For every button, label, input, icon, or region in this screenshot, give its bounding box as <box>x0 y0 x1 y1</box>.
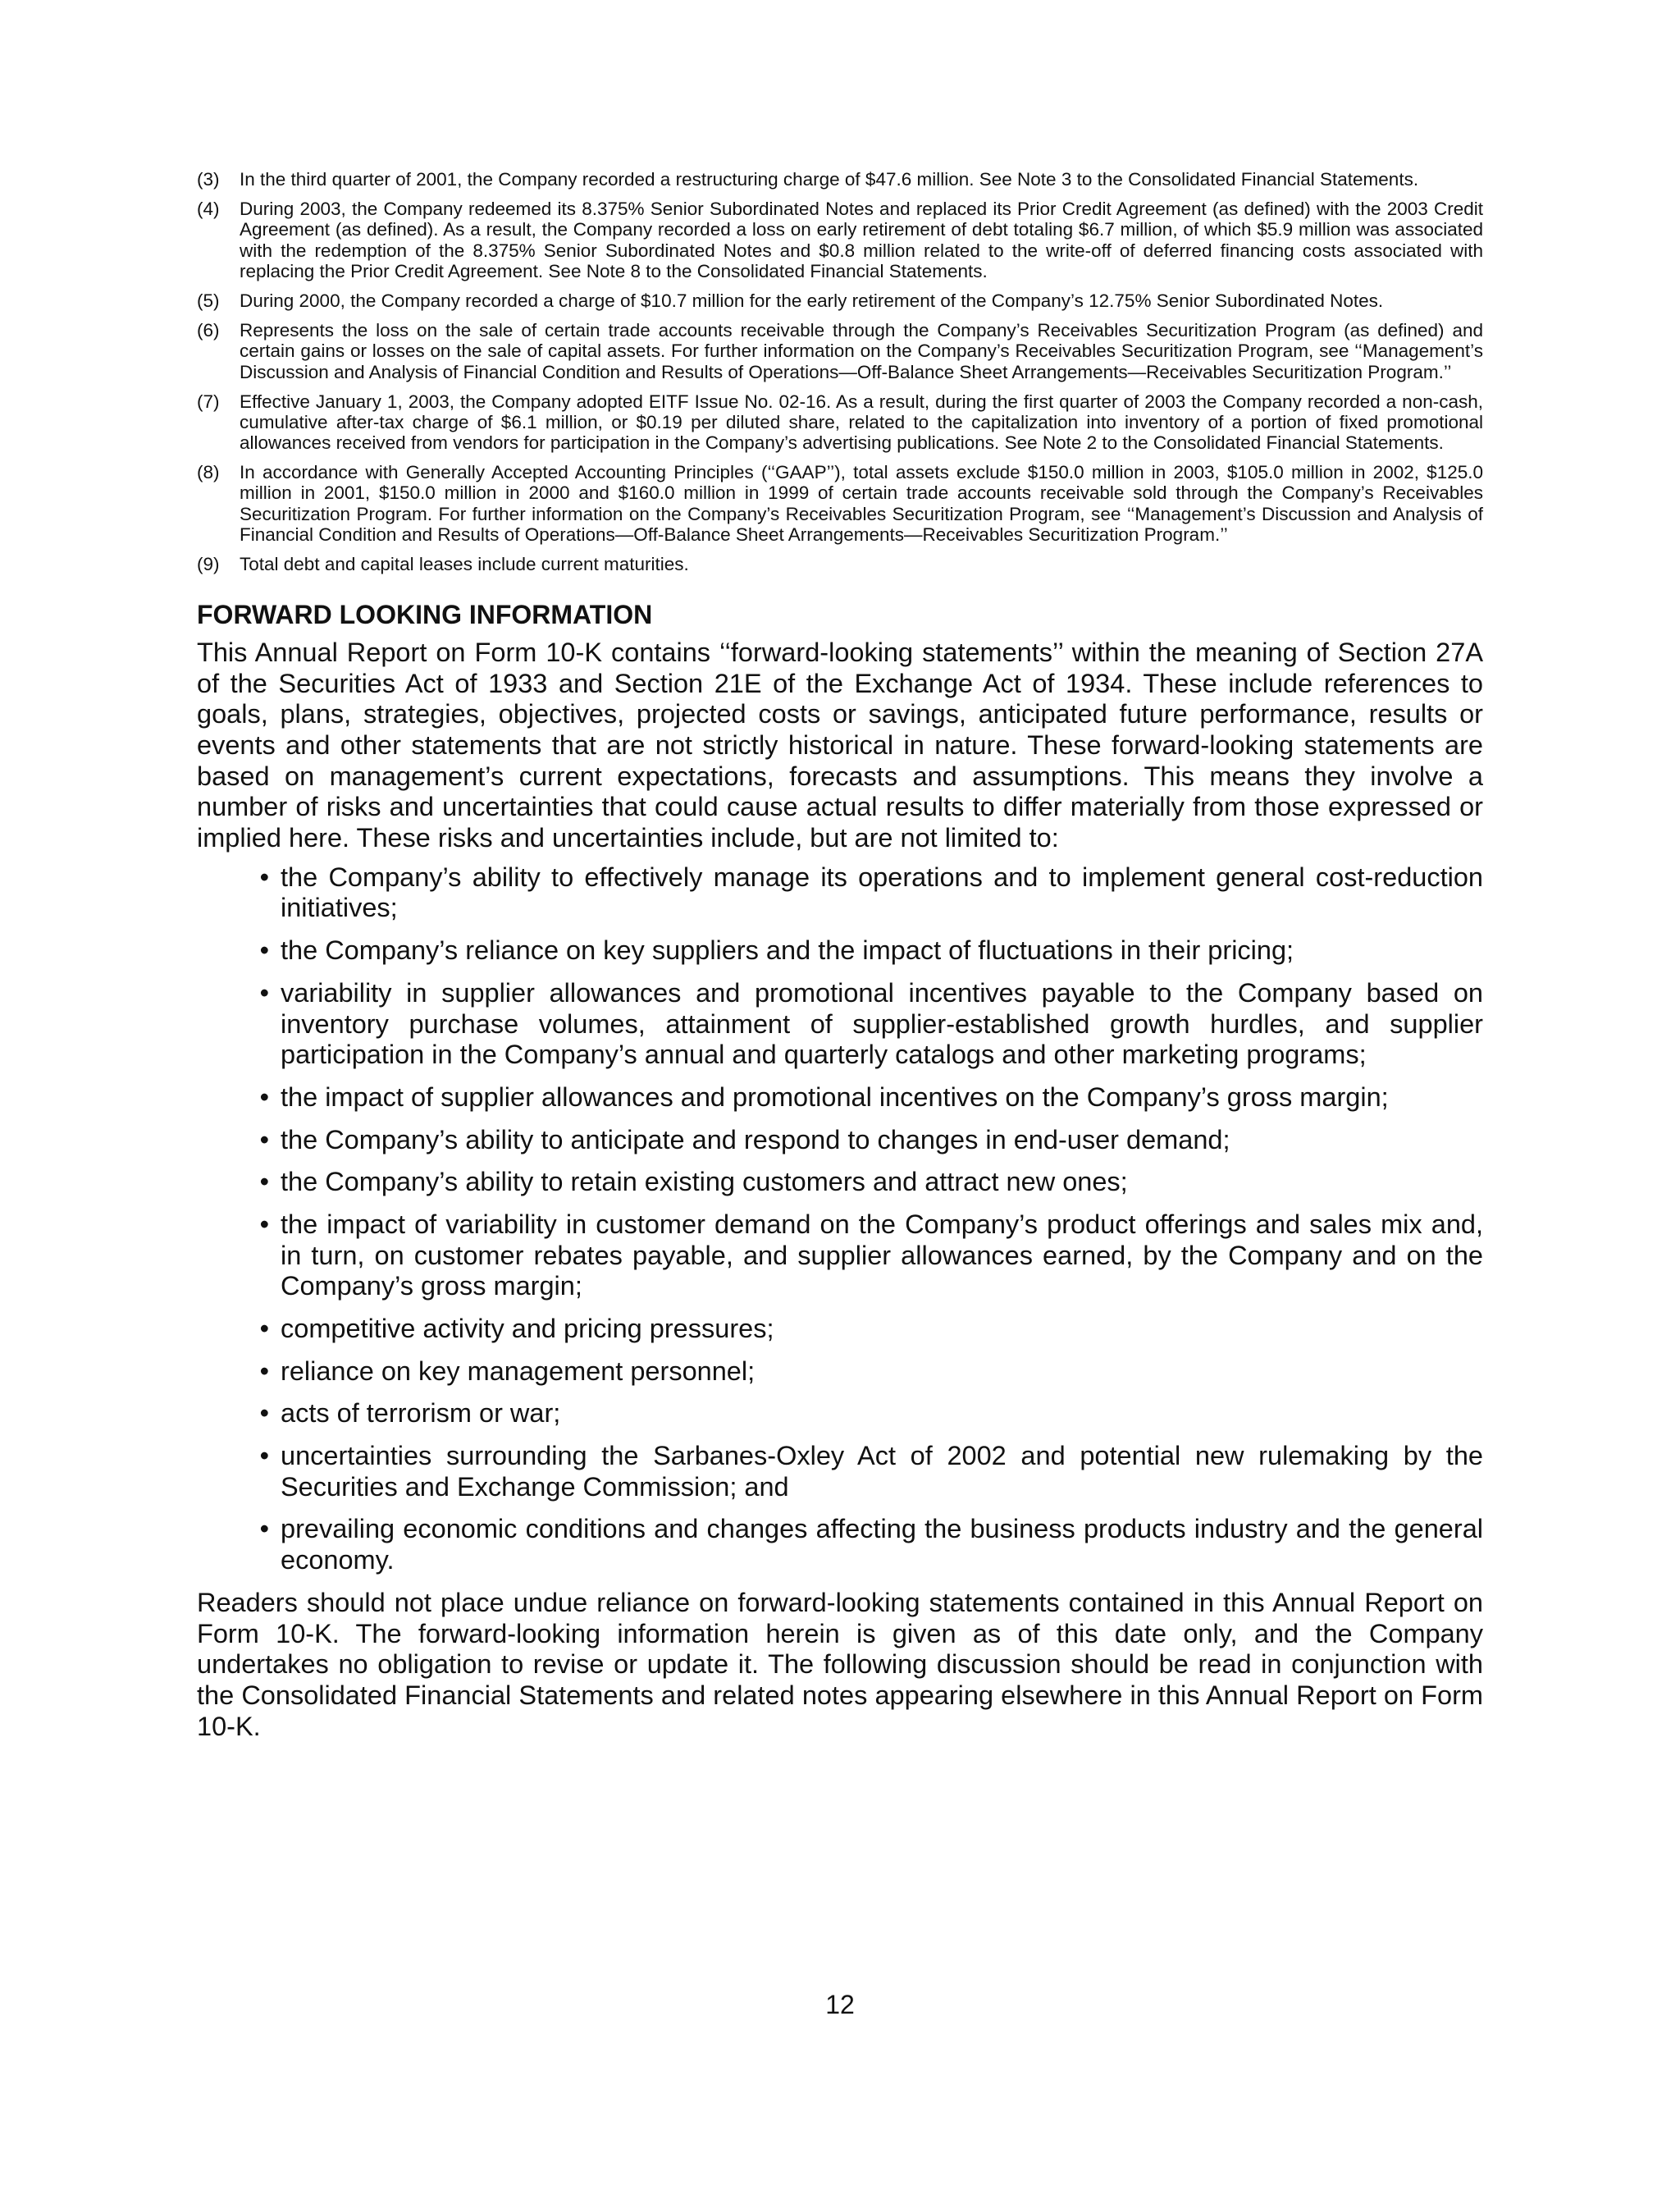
bullet-icon: • <box>259 1514 269 1544</box>
footnote-text: Represents the loss on the sale of certain trade accounts receivable through the Company’s Receivables Securitization Program (as defined) and certain gains or losses on the sale of capital assets. For further information on the Company’s Receivables Securitization Program, see ‘‘Management’s Discussion and Analysis of Financial Condition and Results of Operations—Off-Balance Sheet Arrangements—Receivables Securitization Program.’’ <box>240 320 1483 382</box>
footnote <box>197 199 1483 281</box>
list-item-text: acts of terrorism or war; <box>281 1398 561 1429</box>
list-item <box>197 1125 1483 1156</box>
footnote <box>197 320 1483 382</box>
list-item-text: the Company’s ability to retain existing customers and attract new ones; <box>281 1167 1128 1197</box>
list-item <box>197 1314 1483 1345</box>
bullet-icon: • <box>259 1124 269 1154</box>
bullet-icon: • <box>259 1167 269 1197</box>
footnotes-list <box>197 169 1483 574</box>
document-page <box>197 169 1483 1742</box>
footnote-marker: (9) <box>197 554 220 574</box>
bullet-icon: • <box>259 1081 269 1112</box>
list-item <box>197 978 1483 1071</box>
list-item-text: the Company’s reliance on key suppliers and the impact of fluctuations in their pricing; <box>281 935 1294 966</box>
list-item <box>197 1209 1483 1302</box>
closing-paragraph: Readers should not place undue reliance on forward-looking statements contained in this Annual Report on Form 10-K. The forward-looking information herein is given as of this date only, and the Company undertakes no obligation to revise or update it. The following discussion should be read in conjunction with the Consolidated Financial Statements and related notes appearing elsewhere in this Annual Report on Form 10-K. <box>197 1587 1483 1741</box>
list-item-text: the impact of supplier allowances and promotional incentives on the Company’s gross margin; <box>281 1081 1389 1112</box>
intro-paragraph: This Annual Report on Form 10-K contains ‘‘forward-looking statements’’ within the meaning of Section 27A of the Securities Act of 1933 and Section 21E of the Exchange Act of 1934. These include references to goals, plans, strategies, objectives, projected costs or savings, anticipated future performance, results or events and other statements that are not strictly historical in nature. These forward-looking statements are based on management’s current expectations, forecasts and assumptions. This means they involve a number of risks and uncertainties that could cause actual results to differ materially from those expressed or implied here. These risks and uncertainties include, but are not limited to: <box>197 637 1483 853</box>
footnote <box>197 462 1483 545</box>
list-item-text: uncertainties surrounding the Sarbanes-Oxley Act of 2002 and potential new rulemaking by the Securities and Exchange Commission; and <box>281 1441 1483 1502</box>
list-item <box>197 1082 1483 1113</box>
footnote-marker: (8) <box>197 462 220 483</box>
bullet-icon: • <box>259 1356 269 1386</box>
section-heading: FORWARD LOOKING INFORMATION <box>197 600 653 630</box>
footnote-text: During 2000, the Company recorded a charge of $10.7 million for the early retirement of the Company’s 12.75% Senior Subordinated Notes. <box>240 290 1384 311</box>
list-item <box>197 1441 1483 1502</box>
footnote <box>197 290 1483 311</box>
footnote-text: Effective January 1, 2003, the Company adopted EITF Issue No. 02-16. As a result, during the first quarter of 2003 the Company recorded a non-cash, cumulative after-tax charge of $6.1 million, or $0.19 per diluted share, related to the capitalization into inventory of a portion of fixed promotional allowances received from vendors for participation in the Company’s advertising publications. See Note 2 to the Consolidated Financial Statements. <box>240 391 1483 454</box>
list-item-text: competitive activity and pricing pressures; <box>281 1314 774 1344</box>
list-item-text: the impact of variability in customer demand on the Company’s product offerings and sales mix and, in turn, on customer rebates payable, and supplier allowances earned, by the Company and on the Company’s gross margin; <box>281 1209 1483 1301</box>
bullet-icon: • <box>259 862 269 892</box>
list-item <box>197 935 1483 967</box>
footnote-text: During 2003, the Company redeemed its 8.375% Senior Subordinated Notes and replaced its Prior Credit Agreement (as defined) with the 2003 Credit Agreement (as defined). As a result, the Company recorded a loss on early retirement of debt totaling $6.7 million, of which $5.9 million was associated with the redemption of the 8.375% Senior Subordinated Notes and $0.8 million related to the write-off of deferred financing costs associated with replacing the Prior Credit Agreement. See Note 8 to the Consolidated Financial Statements. <box>240 199 1483 281</box>
list-item-text: reliance on key management personnel; <box>281 1356 756 1386</box>
list-item <box>197 862 1483 924</box>
bullet-icon: • <box>259 1209 269 1239</box>
footnote-marker: (4) <box>197 199 220 220</box>
list-item-text: the Company’s ability to anticipate and respond to changes in end-user demand; <box>281 1124 1230 1154</box>
page-number: 12 <box>825 1990 855 2019</box>
footnote-marker: (7) <box>197 391 220 412</box>
list-item <box>197 1514 1483 1575</box>
bullet-icon: • <box>259 977 269 1008</box>
footnote-marker: (3) <box>197 169 220 190</box>
footnote <box>197 169 1483 190</box>
footnote-marker: (5) <box>197 290 220 311</box>
footnote-marker: (6) <box>197 320 220 341</box>
footnote <box>197 554 1483 574</box>
bullet-icon: • <box>259 1398 269 1429</box>
footnote-text: Total debt and capital leases include current maturities. <box>240 554 689 574</box>
list-item-text: variability in supplier allowances and promotional incentives payable to the Company based on inventory purchase volumes, attainment of supplier-established growth hurdles, and supplier participation in the Company’s annual and quarterly catalogs and other marketing programs; <box>281 977 1483 1070</box>
list-item-text: the Company’s ability to effectively manage its operations and to implement general cost-reduction initiatives; <box>281 862 1483 923</box>
risk-list <box>197 862 1483 1576</box>
bullet-icon: • <box>259 935 269 966</box>
bullet-icon: • <box>259 1314 269 1344</box>
bullet-icon: • <box>259 1441 269 1471</box>
list-item <box>197 1398 1483 1429</box>
list-item <box>197 1356 1483 1388</box>
footnote <box>197 391 1483 454</box>
list-item-text: prevailing economic conditions and changes affecting the business products industry and the general economy. <box>281 1514 1483 1575</box>
list-item <box>197 1167 1483 1198</box>
footnote-text: In accordance with Generally Accepted Accounting Principles (‘‘GAAP’’), total assets exclude $150.0 million in 2003, $105.0 million in 2002, $125.0 million in 2001, $150.0 million in 2000 and $160.0 million in 1999 of certain trade accounts receivable sold through the Company’s Receivables Securitization Program. For further information on the Company’s Receivables Securitization Program, see ‘‘Management’s Discussion and Analysis of Financial Condition and Results of Operations—Off-Balance Sheet Arrangements—Receivables Securitization Program.’’ <box>240 462 1483 545</box>
footnote-text: In the third quarter of 2001, the Company recorded a restructuring charge of $47.6 million. See Note 3 to the Consolidated Financial Statements. <box>240 169 1419 190</box>
